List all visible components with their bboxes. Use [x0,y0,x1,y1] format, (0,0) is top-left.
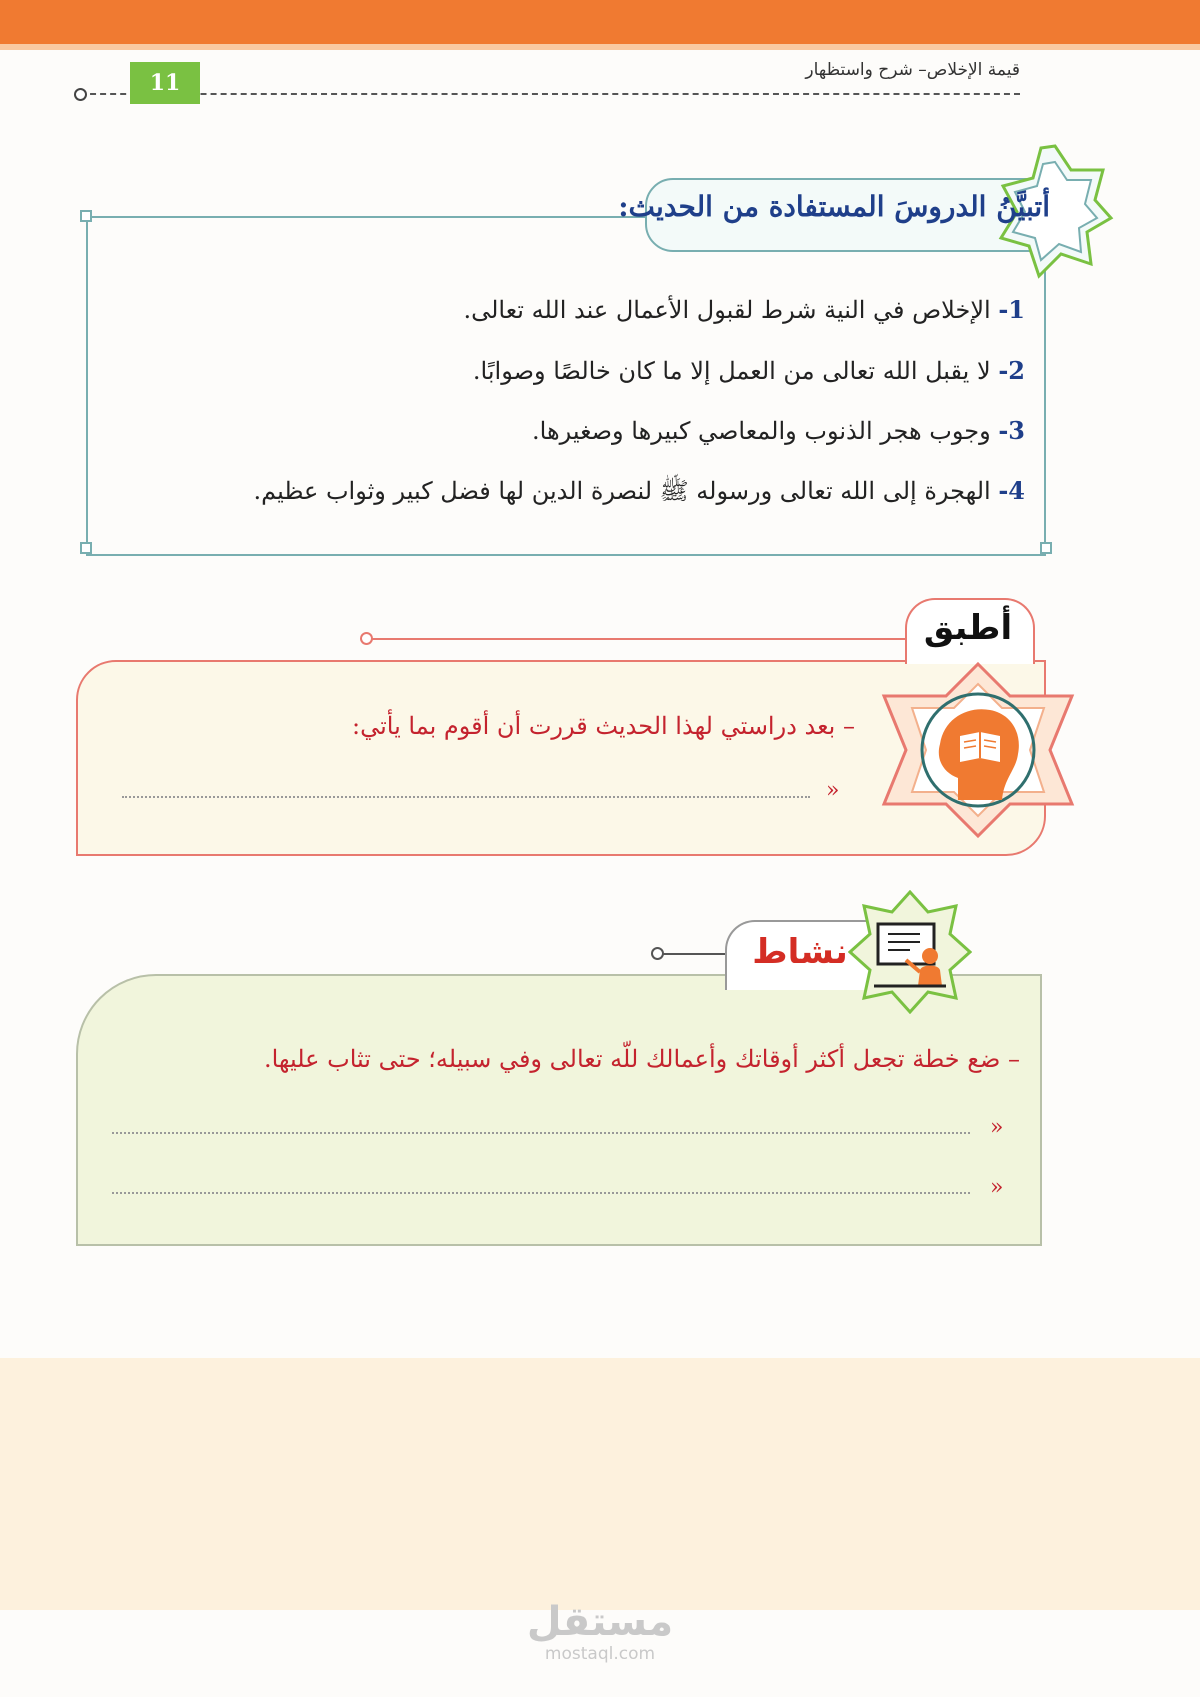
lesson-item-4 [253,476,1025,511]
apply-prompt: – بعد دراستي لهذا الحديث قررت أن أقوم بما يأتي: [352,712,855,740]
lesson-text: لا يقبل الله تعالى من العمل إلا ما كان خالصًا وصوابًا. [472,357,991,385]
lesson-number: 3- [998,416,1025,445]
lesson-item-1 [463,295,1025,324]
apply-connector-dot [360,632,373,645]
header-dashed-rule [80,93,1020,95]
lesson-text: الهجرة إلى الله تعالى ورسوله ﷺ لنصرة الدين لها فضل كبير وثواب عظيم. [253,477,991,505]
activity-bullet-2: » [990,1175,1004,1200]
lesson-number: 4- [998,476,1025,505]
apply-bullet: » [826,778,840,803]
activity-prompt: – ضع خطة تجعل أكثر أوقاتك وأعمالك للّه تعالى وفي سبيله؛ حتى تثاب عليها. [263,1045,1020,1073]
apply-connector-line [368,638,908,640]
bottom-band [0,1358,1200,1610]
lesson-item-2 [473,356,1025,385]
lesson-number: 2- [998,356,1025,385]
frame-corner-ornament [80,542,94,556]
head-book-icon [872,660,1084,840]
header-rule-end-dot [74,88,87,101]
page-header-title: قيمة الإخلاص– شرح واستظهار [805,60,1020,80]
activity-label: نشاط [752,932,848,972]
lessons-title: أتبيَّنُ الدروسَ المستفادة من الحديث: [618,190,1050,223]
activity-answer-line-2[interactable] [112,1192,970,1194]
page-number: 11 [130,62,200,104]
activity-bullet-1: » [990,1115,1004,1140]
lesson-text: وجوب هجر الذنوب والمعاصي كبيرها وصغيرها. [532,417,991,445]
apply-label: أطبق [923,608,1013,648]
activity-connector-dot [651,947,664,960]
frame-corner-ornament [80,210,94,224]
mostaql-brand-ar: مستقل [526,1599,674,1645]
mostaql-brand-en: mostaql.com [544,1644,656,1664]
frame-corner-ornament [1040,542,1054,556]
top-orange-band [0,0,1200,44]
activity-answer-line-1[interactable] [112,1132,970,1134]
mostaql-watermark [520,1600,680,1664]
activity-connector-line [660,953,730,955]
lesson-number: 1- [998,295,1025,324]
apply-answer-line[interactable] [122,796,810,798]
lesson-text: الإخلاص في النية شرط لقبول الأعمال عند الله تعالى. [463,296,991,324]
lesson-item-3 [532,416,1025,445]
teacher-board-icon [848,890,972,1014]
top-band-shadow [0,44,1200,50]
activity-box [76,974,1042,1246]
